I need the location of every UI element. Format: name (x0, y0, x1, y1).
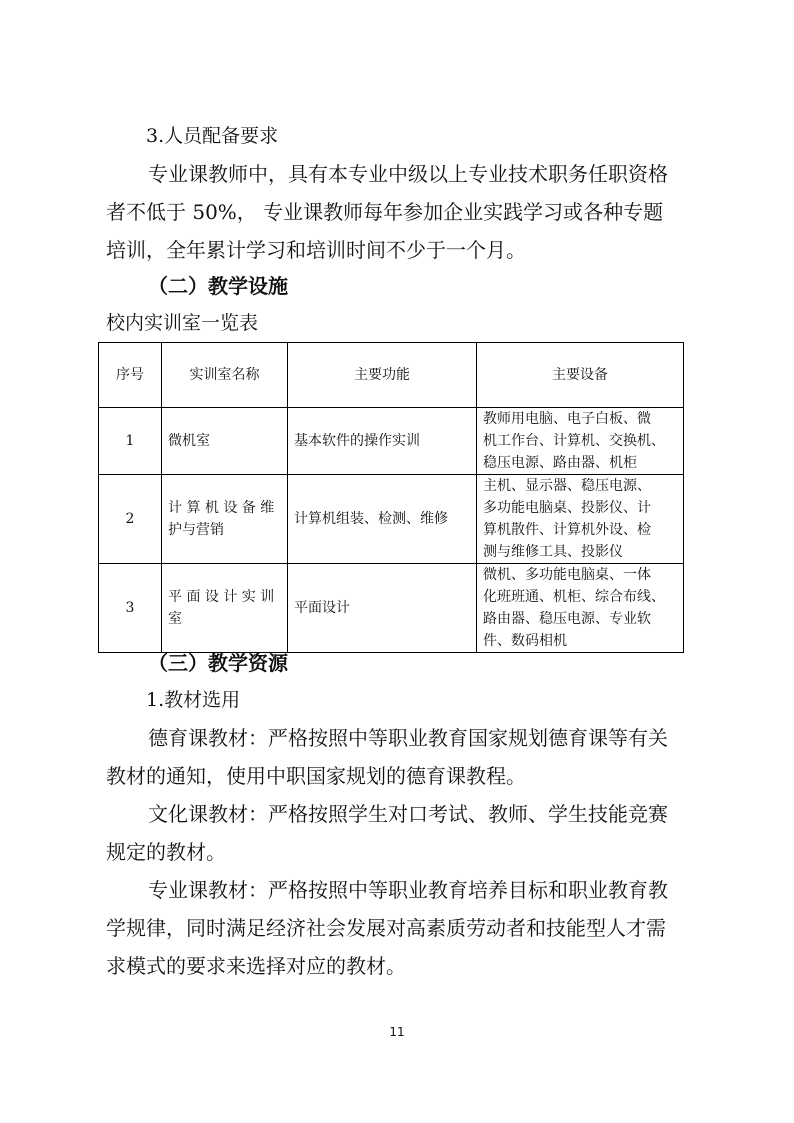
resources-heading: （三）教学资源 (148, 651, 288, 675)
major-textbook-line-1: 专业课教材：严格按照中等职业教育培养目标和职业教育教 (148, 878, 668, 902)
cell-name-line: 计 算 机 设 备 维 (168, 500, 275, 516)
textbook-subheading: 1.教材选用 (146, 689, 241, 711)
table-row (99, 564, 684, 653)
moral-textbook-line-2: 教材的通知，使用中职国家规划的德育课教程。 (106, 764, 526, 788)
cell-function: 基本软件的操作实训 (288, 408, 477, 475)
cell-equipment-line: 化班班通、机柜、综合布线、 (483, 589, 665, 605)
cell-equipment-line: 多功能电脑桌、投影仪、计 (483, 500, 651, 516)
page-number: 11 (389, 1025, 405, 1039)
table-row (99, 408, 684, 475)
cell-equipment-line: 微机、多功能电脑桌、一体 (483, 567, 651, 583)
cell-equipment-line: 路由器、稳压电源、专业软 (483, 611, 651, 627)
moral-textbook-line-1: 德育课教材：严格按照中等职业教育国家规划德育课等有关 (148, 726, 668, 750)
header-function: 主要功能 (288, 343, 477, 408)
header-no: 序号 (99, 343, 162, 408)
cell-name-line: 微机室 (168, 433, 210, 449)
cell-function: 计算机组装、检测、维修 (288, 475, 477, 564)
table-caption: 校内实训室一览表 (106, 312, 259, 334)
cell-name (162, 475, 288, 564)
table-header-row (99, 343, 684, 408)
cell-equipment (477, 408, 684, 475)
staff-para-line-1: 专业课教师中，具有本专业中级以上专业技术职务任职资格 (148, 162, 668, 186)
cell-equipment (477, 564, 684, 653)
cell-no: 3 (99, 564, 162, 653)
staff-para-line-3: 培训，全年累计学习和培训时间不少于一个月。 (106, 238, 526, 262)
cell-no: 2 (99, 475, 162, 564)
major-textbook-line-3: 求模式的要求来选择对应的教材。 (106, 954, 406, 978)
cell-name-line: 平 面 设 计 实 训 (168, 589, 275, 605)
cell-equipment-line: 主机、显示器、稳压电源、 (483, 478, 651, 494)
facilities-heading: （二）教学设施 (148, 274, 288, 298)
header-name: 实训室名称 (162, 343, 288, 408)
cell-name-line: 护与营销 (168, 522, 224, 538)
major-textbook-line-2: 学规律，同时满足经济社会发展对高素质劳动者和技能型人才需 (106, 916, 666, 940)
staff-heading: 3.人员配备要求 (146, 125, 279, 147)
cell-equipment-line: 教师用电脑、电子白板、微 (483, 411, 651, 427)
cell-no: 1 (99, 408, 162, 475)
table-row (99, 475, 684, 564)
cell-name-line: 室 (168, 611, 182, 627)
culture-textbook-line-2: 规定的教材。 (106, 840, 226, 864)
cell-equipment-line: 件、数码相机 (483, 633, 567, 649)
cell-equipment-line: 测与维修工具、投影仪 (483, 544, 623, 560)
cell-equipment-line: 算机散件、计算机外设、检 (483, 522, 651, 538)
cell-name (162, 408, 288, 475)
facilities-table (98, 342, 684, 653)
cell-equipment (477, 475, 684, 564)
cell-equipment-line: 机工作台、计算机、交换机、 (483, 433, 665, 449)
cell-function: 平面设计 (288, 564, 477, 653)
header-equipment: 主要设备 (477, 343, 684, 408)
culture-textbook-line-1: 文化课教材：严格按照学生对口考试、教师、学生技能竞赛 (148, 802, 668, 826)
staff-para-line-2: 者不低于 50%， 专业课教师每年参加企业实践学习或各种专题 (106, 200, 664, 224)
cell-equipment-line: 稳压电源、路由器、机柜 (483, 455, 637, 471)
cell-name (162, 564, 288, 653)
